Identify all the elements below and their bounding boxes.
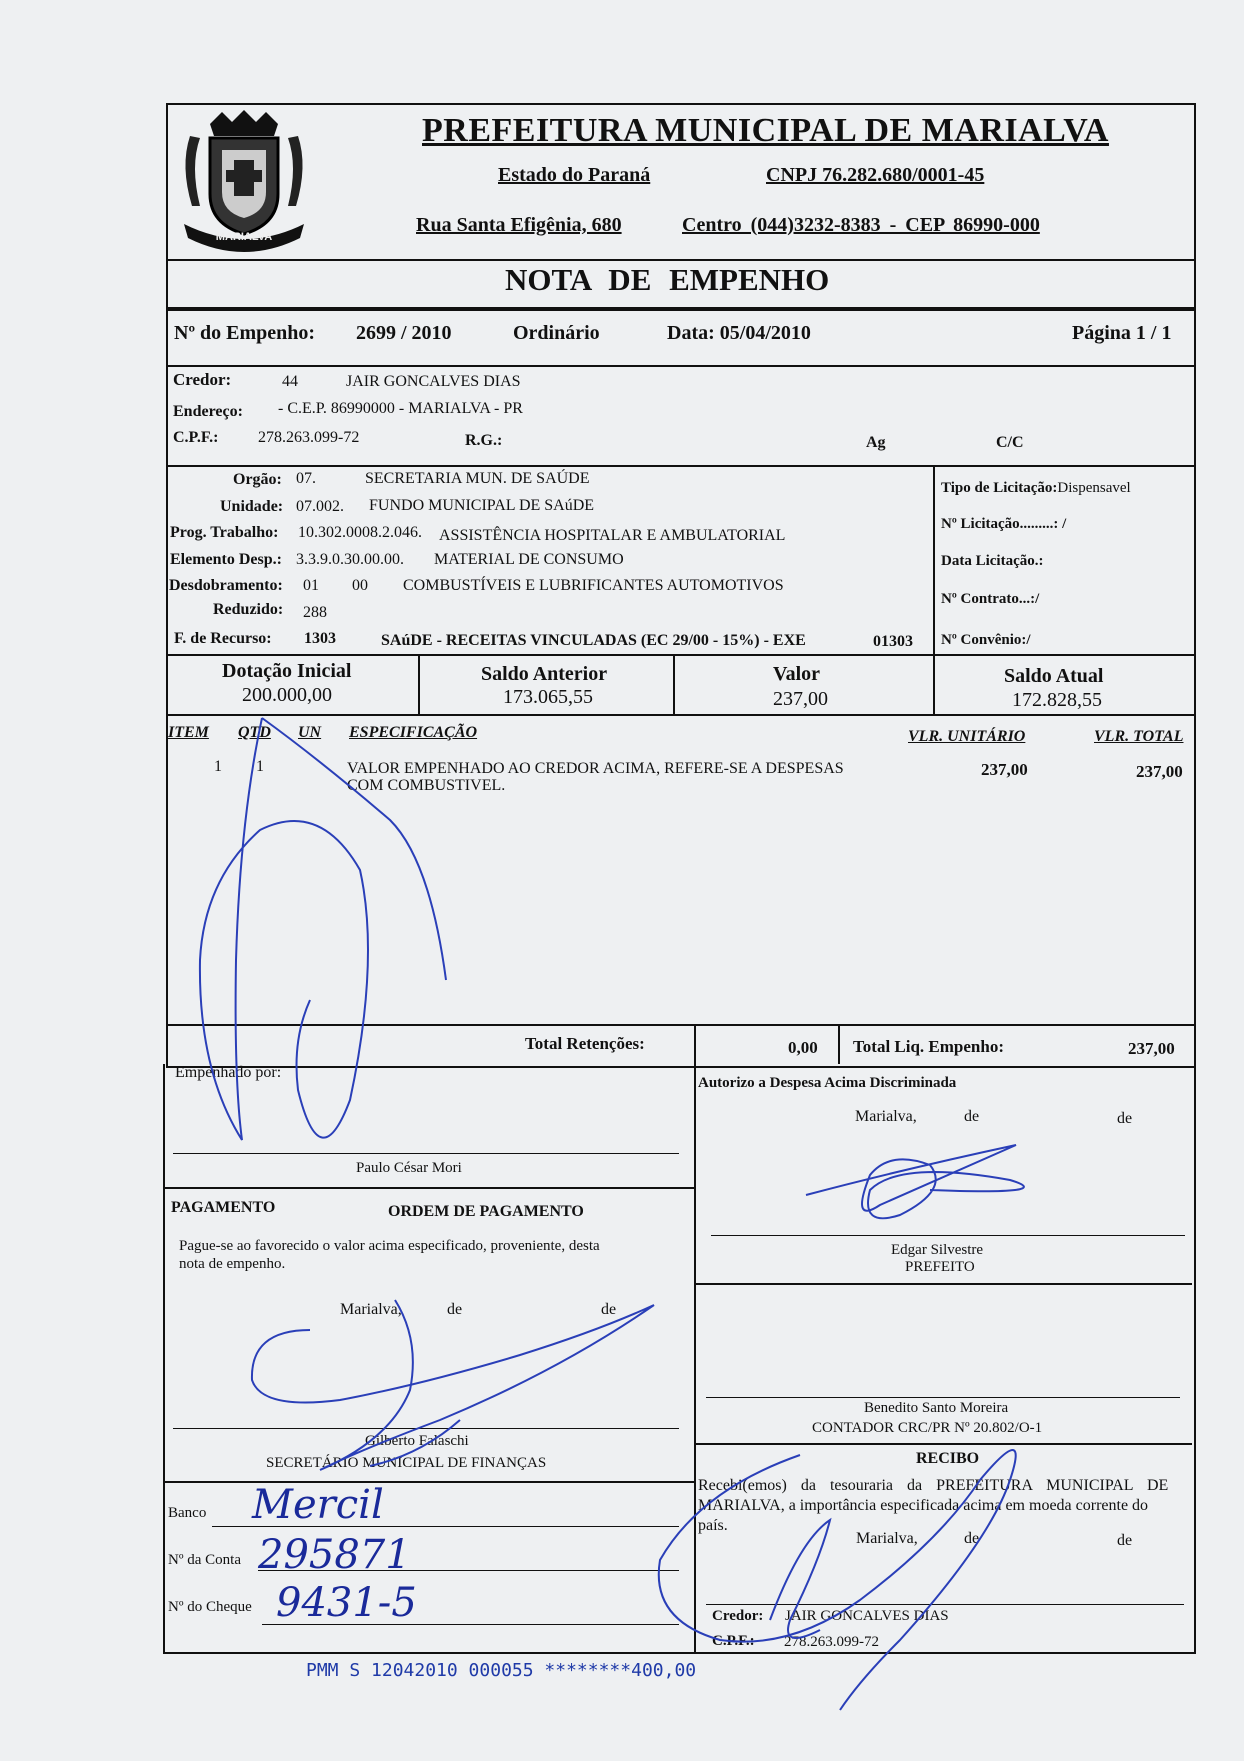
liquido-value: 237,00	[1128, 1039, 1175, 1058]
reduzido-label: Reduzido:	[213, 601, 284, 618]
recibo-city: Marialva,	[856, 1530, 918, 1547]
left-section-divider-2	[165, 1481, 694, 1483]
cpf-value: 278.263.099-72	[258, 429, 360, 446]
conta-label: Nº da Conta	[168, 1552, 241, 1568]
endereco-value: - C.E.P. 86990000 - MARIALVA - PR	[278, 400, 523, 417]
empenho-number-label: Nº do Empenho:	[174, 322, 316, 344]
empenho-date: Data: 05/04/2010	[667, 322, 811, 344]
prog-label: Prog. Trabalho:	[170, 524, 279, 541]
numero-convenio: Nº Convênio:/	[941, 632, 1031, 648]
recibo-text-2: MARIALVA, a importância especificada acima em moeda corrente do	[698, 1497, 1149, 1514]
rg-label: R.G.:	[465, 432, 503, 449]
recibo-text-1: Recebi(emos) da tesouraria da PREFEITURA MUNICIPAL DE	[698, 1477, 1169, 1494]
recurso-code: 1303	[304, 630, 336, 647]
autorizo-de-1: de	[964, 1108, 980, 1125]
unidade-code: 07.002.	[296, 498, 344, 515]
endereco-label: Endereço:	[173, 403, 243, 420]
autorizo-label: Autorizo a Despesa Acima Discriminada	[698, 1075, 957, 1091]
crest-text: MARIALVA	[215, 231, 273, 243]
pagamento-de-1: de	[447, 1301, 463, 1318]
col-valor-unitario: VLR. UNITÁRIO	[908, 728, 1026, 745]
recibo-credor-name: JAIR GONCALVES DIAS	[785, 1608, 949, 1624]
recibo-de-2: de	[1117, 1532, 1133, 1549]
dotacao-label: Dotação Inicial	[222, 660, 352, 682]
banco-label: Banco	[168, 1505, 207, 1521]
prefeito-role: PREFEITO	[905, 1259, 975, 1275]
street-address: Rua Santa Efigênia, 680	[416, 214, 622, 236]
empenho-number: 2699 / 2010	[356, 322, 452, 344]
recibo-label: RECIBO	[916, 1450, 980, 1467]
contador-name: Benedito Santo Moreira	[864, 1400, 1009, 1416]
conta-corrente-label: C/C	[996, 434, 1024, 451]
page-number: Página 1 / 1	[1072, 322, 1172, 344]
recibo-cpf: 278.263.099-72	[784, 1634, 879, 1650]
item-unit-value: 237,00	[981, 760, 1028, 779]
machine-stamp: PMM S 12042010 000055 ********400,00	[306, 1660, 697, 1681]
saldos-divider-3	[933, 654, 935, 714]
contador-signature-line	[706, 1397, 1180, 1398]
pagamento-label: PAGAMENTO	[171, 1199, 276, 1216]
valor-label: Valor	[773, 663, 821, 685]
ordem-pagamento-label: ORDEM DE PAGAMENTO	[388, 1203, 584, 1220]
col-valor-total: VLR. TOTAL	[1094, 728, 1184, 745]
item-description-line-1: VALOR EMPENHADO AO CREDOR ACIMA, REFERE-SE A DESPESAS	[347, 760, 844, 777]
address-contact: Centro (044)3232-8383 - CEP 86990-000	[682, 214, 1040, 236]
prefeito-name: Edgar Silvestre	[891, 1242, 984, 1258]
recibo-credor-label: Credor:	[712, 1608, 764, 1624]
recibo-text-3: país.	[698, 1517, 728, 1534]
retencoes-label: Total Retenções:	[525, 1034, 645, 1053]
cheque-handwritten: 9431-5	[276, 1580, 417, 1626]
secretario-role: SECRETÁRIO MUNICIPAL DE FINANÇAS	[266, 1455, 547, 1471]
desdobramento-b: 00	[352, 577, 368, 594]
state-label: Estado do Paraná	[498, 164, 651, 186]
col-especificacao: ESPECIFICAÇÃO	[349, 724, 478, 741]
saldo-atual-label: Saldo Atual	[1004, 665, 1104, 687]
elemento-name: MATERIAL DE CONSUMO	[434, 551, 624, 568]
data-licitacao: Data Licitação.:	[941, 553, 1044, 569]
col-qtd: QTD	[238, 724, 271, 741]
saldo-anterior-label: Saldo Anterior	[481, 663, 608, 685]
totals-row	[166, 1024, 1196, 1068]
item-description-line-2: COM COMBUSTIVEL.	[347, 777, 506, 794]
retencoes-value: 0,00	[788, 1038, 818, 1057]
pagamento-text-1: Pague-se ao favorecido o valor acima especificado, proveniente, desta	[179, 1238, 600, 1254]
recurso-name: SAúDE - RECEITAS VINCULADAS (EC 29/00 - 15%) - EXE	[381, 632, 806, 649]
totals-divider-1	[694, 1024, 696, 1064]
empenhado-label: Empenhado por:	[175, 1064, 282, 1081]
credor-code: 44	[282, 373, 298, 390]
secretario-name: Gilberto Falaschi	[365, 1433, 469, 1449]
orgao-code: 07.	[296, 470, 316, 487]
empenho-type: Ordinário	[513, 322, 600, 344]
orgao-label: Orgão:	[233, 471, 282, 488]
autorizo-de-2: de	[1117, 1110, 1133, 1127]
unidade-name: FUNDO MUNICIPAL DE SAúDE	[369, 497, 595, 514]
pagamento-text-2: nota de empenho.	[179, 1256, 286, 1272]
reduzido-value: 288	[303, 604, 327, 621]
conta-handwritten: 295871	[258, 1532, 411, 1578]
elemento-code: 3.3.9.0.30.00.00.	[296, 551, 404, 568]
numero-licitacao: Nº Licitação.........: /	[941, 516, 1067, 532]
saldo-anterior-value: 173.065,55	[503, 686, 593, 708]
numero-contrato: Nº Contrato...:/	[941, 591, 1040, 607]
banco-handwritten: Mercil	[252, 1482, 384, 1528]
coat-of-arms-icon	[170, 106, 318, 254]
document-title: NOTA DE EMPENHO	[505, 262, 830, 297]
unidade-label: Unidade:	[220, 498, 284, 515]
desdobramento-label: Desdobramento:	[169, 577, 283, 594]
cheque-label: Nº do Cheque	[168, 1599, 252, 1615]
valor-value: 237,00	[773, 688, 828, 710]
tipo-licitacao-label: Tipo de Licitação:	[941, 480, 1058, 496]
dotacao-value: 200.000,00	[242, 684, 332, 706]
autorizo-signature-line	[711, 1235, 1185, 1236]
saldo-atual-value: 172.828,55	[1012, 689, 1102, 711]
municipality-title: PREFEITURA MUNICIPAL DE MARIALVA	[422, 112, 1109, 149]
prog-name: ASSISTÊNCIA HOSPITALAR E AMBULATORIAL	[439, 527, 786, 544]
orgao-name: SECRETARIA MUN. DE SAÚDE	[365, 470, 590, 487]
saldos-divider-2	[673, 654, 675, 714]
right-section-divider-2	[694, 1443, 1192, 1445]
elemento-label: Elemento Desp.:	[170, 551, 282, 568]
pagamento-de-2: de	[601, 1301, 617, 1318]
empenhado-name: Paulo César Mori	[356, 1160, 462, 1176]
desdobramento-name: COMBUSTÍVEIS E LUBRIFICANTES AUTOMOTIVOS	[403, 577, 784, 594]
recibo-de-1: de	[964, 1530, 980, 1547]
autorizo-city: Marialva,	[855, 1108, 917, 1125]
pagamento-city: Marialva,	[340, 1301, 402, 1318]
saldos-divider-1	[418, 654, 420, 714]
recibo-signature-line	[706, 1604, 1184, 1605]
agencia-label: Ag	[866, 434, 886, 451]
right-section-divider-1	[694, 1283, 1192, 1285]
recibo-cpf-label: C.P.F.:	[712, 1633, 755, 1649]
cpf-label: C.P.F.:	[173, 429, 219, 446]
recurso-label: F. de Recurso:	[174, 630, 272, 647]
budget-divider	[933, 465, 935, 655]
empenhado-signature-line	[173, 1153, 679, 1154]
bottom-center-divider	[694, 1064, 696, 1652]
tipo-licitacao-value: Dispensavel	[1057, 480, 1131, 496]
left-section-divider-1	[165, 1187, 694, 1189]
contador-role: CONTADOR CRC/PR Nº 20.802/O-1	[812, 1420, 1043, 1436]
credor-name: JAIR GONCALVES DIAS	[346, 373, 521, 390]
tipo-licitacao	[941, 480, 1131, 497]
pagamento-signature-line	[173, 1428, 679, 1429]
totals-divider-2	[838, 1024, 840, 1064]
item-total-value: 237,00	[1136, 762, 1183, 781]
col-item: ITEM	[168, 724, 209, 741]
recurso-code-2: 01303	[873, 633, 913, 650]
credor-label: Credor:	[173, 370, 232, 389]
item-qtd: 1	[256, 758, 264, 775]
prog-code: 10.302.0008.2.046.	[298, 524, 422, 541]
item-number: 1	[214, 758, 222, 775]
col-un: UN	[298, 724, 322, 741]
desdobramento-a: 01	[303, 577, 319, 594]
liquido-label: Total Liq. Empenho:	[853, 1037, 1004, 1056]
cnpj-label: CNPJ 76.282.680/0001-45	[766, 164, 985, 186]
